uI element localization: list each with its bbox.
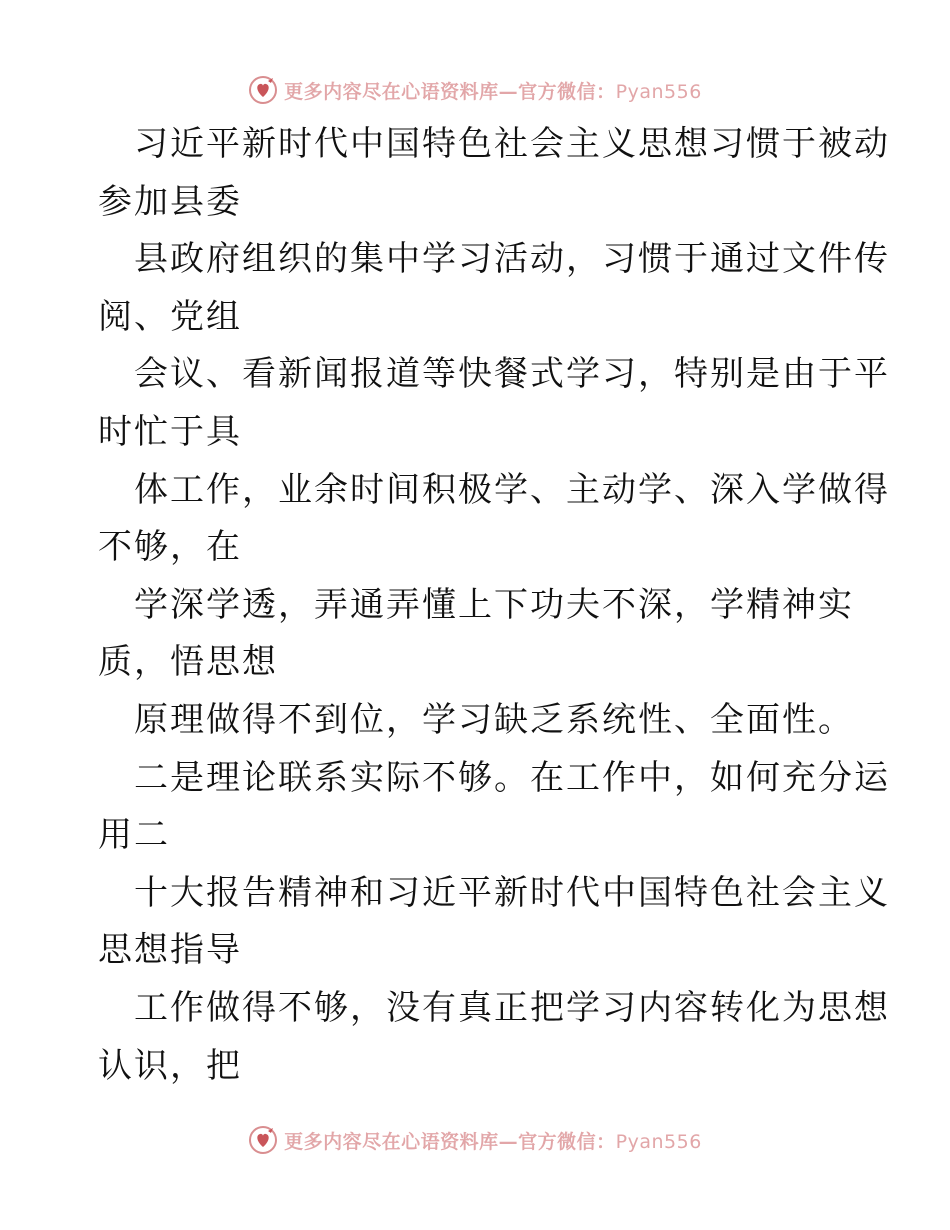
body-line: 习近平新时代中国特色社会主义思想习惯于被动 xyxy=(134,124,890,164)
body-line: 工作做得不够，没有真正把学习内容转化为思想 xyxy=(134,987,890,1028)
body-line: 时忙于具 xyxy=(98,411,242,452)
body-line: 不够，在 xyxy=(98,527,242,568)
body-line: 县政府组织的集中学习活动，习惯于通过文件传 xyxy=(134,239,890,280)
body-line: 认识，把 xyxy=(98,1045,242,1086)
heart-pen-logo-icon xyxy=(248,75,278,105)
footer-watermark xyxy=(0,1120,950,1160)
body-line: 用二 xyxy=(98,815,170,856)
body-line: 原理做得不到位，学习缺乏系统性、全面性。 xyxy=(134,699,854,740)
document-body xyxy=(98,116,890,1095)
body-line: 会议、看新闻报道等快餐式学习，特别是由于平 xyxy=(134,354,890,395)
body-line: 二是理论联系实际不够。在工作中，如何充分运 xyxy=(134,757,890,798)
body-line: 学深学透，弄通弄懂上下功夫不深，学精神实 xyxy=(134,584,854,625)
body-line: 阅、党组 xyxy=(98,296,242,337)
watermark-text xyxy=(284,1127,702,1154)
watermark-prefix: 更多内容尽在心语资料库—官方微信： xyxy=(284,80,616,103)
watermark-wechat-id: Pyan556 xyxy=(615,80,702,103)
body-line: 十大报告精神和习近平新时代中国特色社会主义 xyxy=(134,872,890,913)
body-line: 思想指导 xyxy=(98,930,242,971)
heart-pen-logo-icon xyxy=(248,1125,278,1155)
body-line: 参加县委 xyxy=(98,181,242,222)
body-line: 质，悟思想 xyxy=(98,642,278,683)
watermark-text xyxy=(284,77,702,104)
watermark-prefix: 更多内容尽在心语资料库—官方微信： xyxy=(284,1130,616,1153)
header-watermark xyxy=(0,70,950,110)
watermark-wechat-id: Pyan556 xyxy=(615,1130,702,1153)
body-line: 体工作，业余时间积极学、主动学、深入学做得 xyxy=(134,469,890,510)
